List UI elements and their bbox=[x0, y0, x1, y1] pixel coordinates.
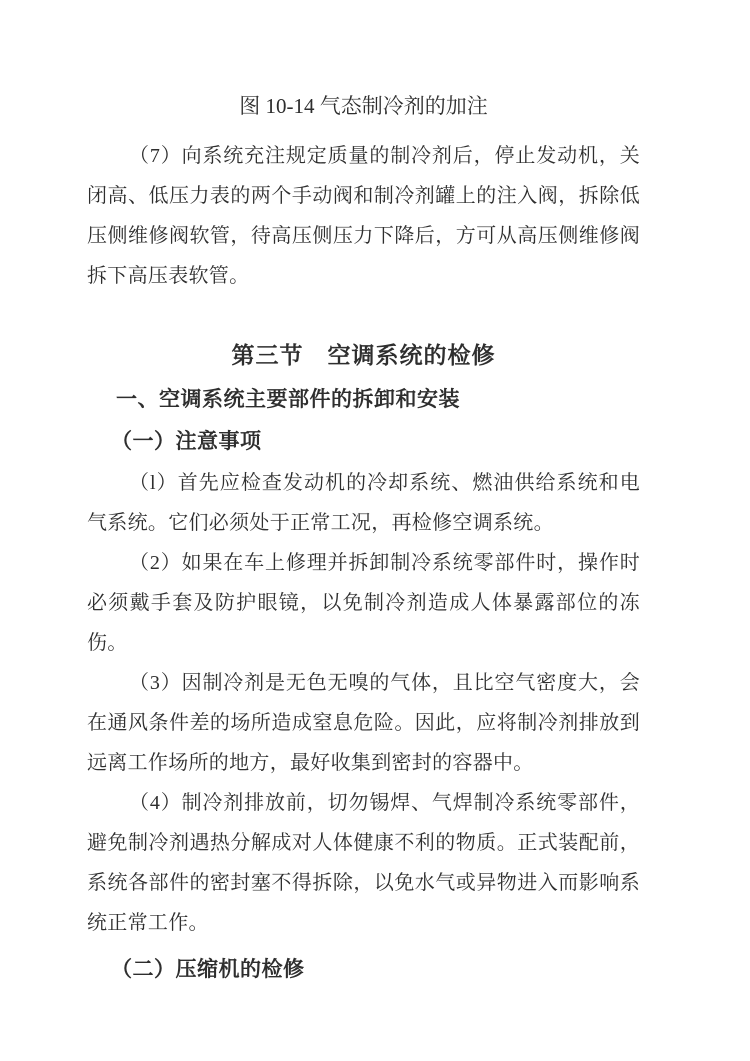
heading-precautions: （一）注意事项 bbox=[111, 430, 262, 453]
note-item-2: （2）如果在车上修理并拆卸制冷系统零部件时，操作时必须戴手套及防护眼镜，以免制冷剂造成人体暴露部位的冻伤。 bbox=[87, 552, 640, 654]
heading-compressor-service: （二）压缩机的检修 bbox=[111, 958, 305, 981]
section-title: 第三节 空调系统的检修 bbox=[231, 342, 496, 368]
note-item-1: （l）首先应检查发动机的冷却系统、燃油供给系统和电气系统。它们必须处于正常工况，再检修空调系统。 bbox=[87, 472, 640, 534]
note-item-3: （3）因制冷剂是无色无嗅的气体，且比空气密度大，会在通风条件差的场所造成窒息危险。因此，应将制冷剂排放到远离工作场所的地方，最好收集到密封的容器中。 bbox=[87, 672, 640, 774]
figure-caption: 图 10-14 气态制冷剂的加注 bbox=[239, 94, 488, 118]
paragraph-step-7: （7）向系统充注规定质量的制冷剂后，停止发动机，关闭高、低压力表的两个手动阀和制冷剂罐上的注入阀，拆除低压侧维修阀软管，待高压侧压力下降后，方可从高压侧维修阀拆下高压表软管。 bbox=[87, 145, 640, 287]
note-item-4: （4）制冷剂排放前，切勿锡焊、气焊制冷系统零部件，避免制冷剂遇热分解成对人体健康不利的物质。正式装配前，系统各部件的密封塞不得拆除，以免水气或异物进入而影响系统正常工作。 bbox=[87, 792, 640, 934]
subsection-title-removal-installation: 一、空调系统主要部件的拆卸和安装 bbox=[116, 388, 460, 411]
